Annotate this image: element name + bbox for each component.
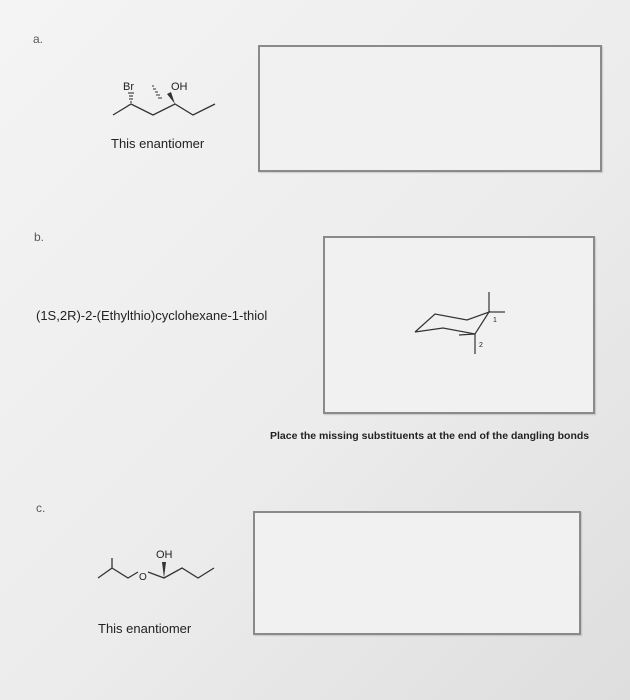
part-c-caption: This enantiomer	[98, 621, 192, 636]
part-c-oxygen-label: O	[139, 572, 147, 583]
part-a-br-hashed-bond	[128, 93, 134, 102]
part-b-c2-number: 2	[479, 342, 483, 349]
part-b-instruction: Place the missing substituents at the end of the dangling bonds	[270, 430, 590, 442]
part-a-caption: This enantiomer	[111, 136, 205, 151]
part-a-backbone	[113, 104, 215, 115]
part-c-label: c.	[36, 501, 46, 515]
part-c-chain-to-oxygen	[112, 568, 138, 578]
part-c-structure	[90, 540, 225, 610]
part-b-label: b.	[34, 230, 45, 244]
part-c-backbone	[148, 568, 214, 578]
part-c-answer-box[interactable]	[253, 511, 581, 635]
part-a-center-hashed-bond	[152, 86, 162, 98]
part-a-answer-box[interactable]	[258, 45, 602, 172]
part-a-oh-label: OH	[171, 81, 188, 93]
part-b-c1-number: 1	[493, 317, 497, 324]
part-b-chair-structure	[405, 282, 515, 372]
part-a-structure	[95, 70, 230, 130]
part-c-isopropyl-branch	[98, 558, 112, 578]
part-a-br-label: Br	[123, 81, 134, 93]
part-b-answer-box[interactable]	[323, 236, 595, 414]
part-b-compound-name: (1S,2R)-2-(Ethylthio)cyclohexane-1-thiol	[36, 308, 268, 323]
part-c-oh-label: OH	[156, 549, 173, 561]
part-c-oh-wedge-bond	[162, 562, 166, 578]
part-a-oh-wedge-bond	[167, 92, 175, 104]
part-b-chair-ring	[415, 312, 489, 334]
part-b-c2-equatorial-bond	[459, 334, 475, 335]
part-a-label: a.	[33, 32, 44, 46]
